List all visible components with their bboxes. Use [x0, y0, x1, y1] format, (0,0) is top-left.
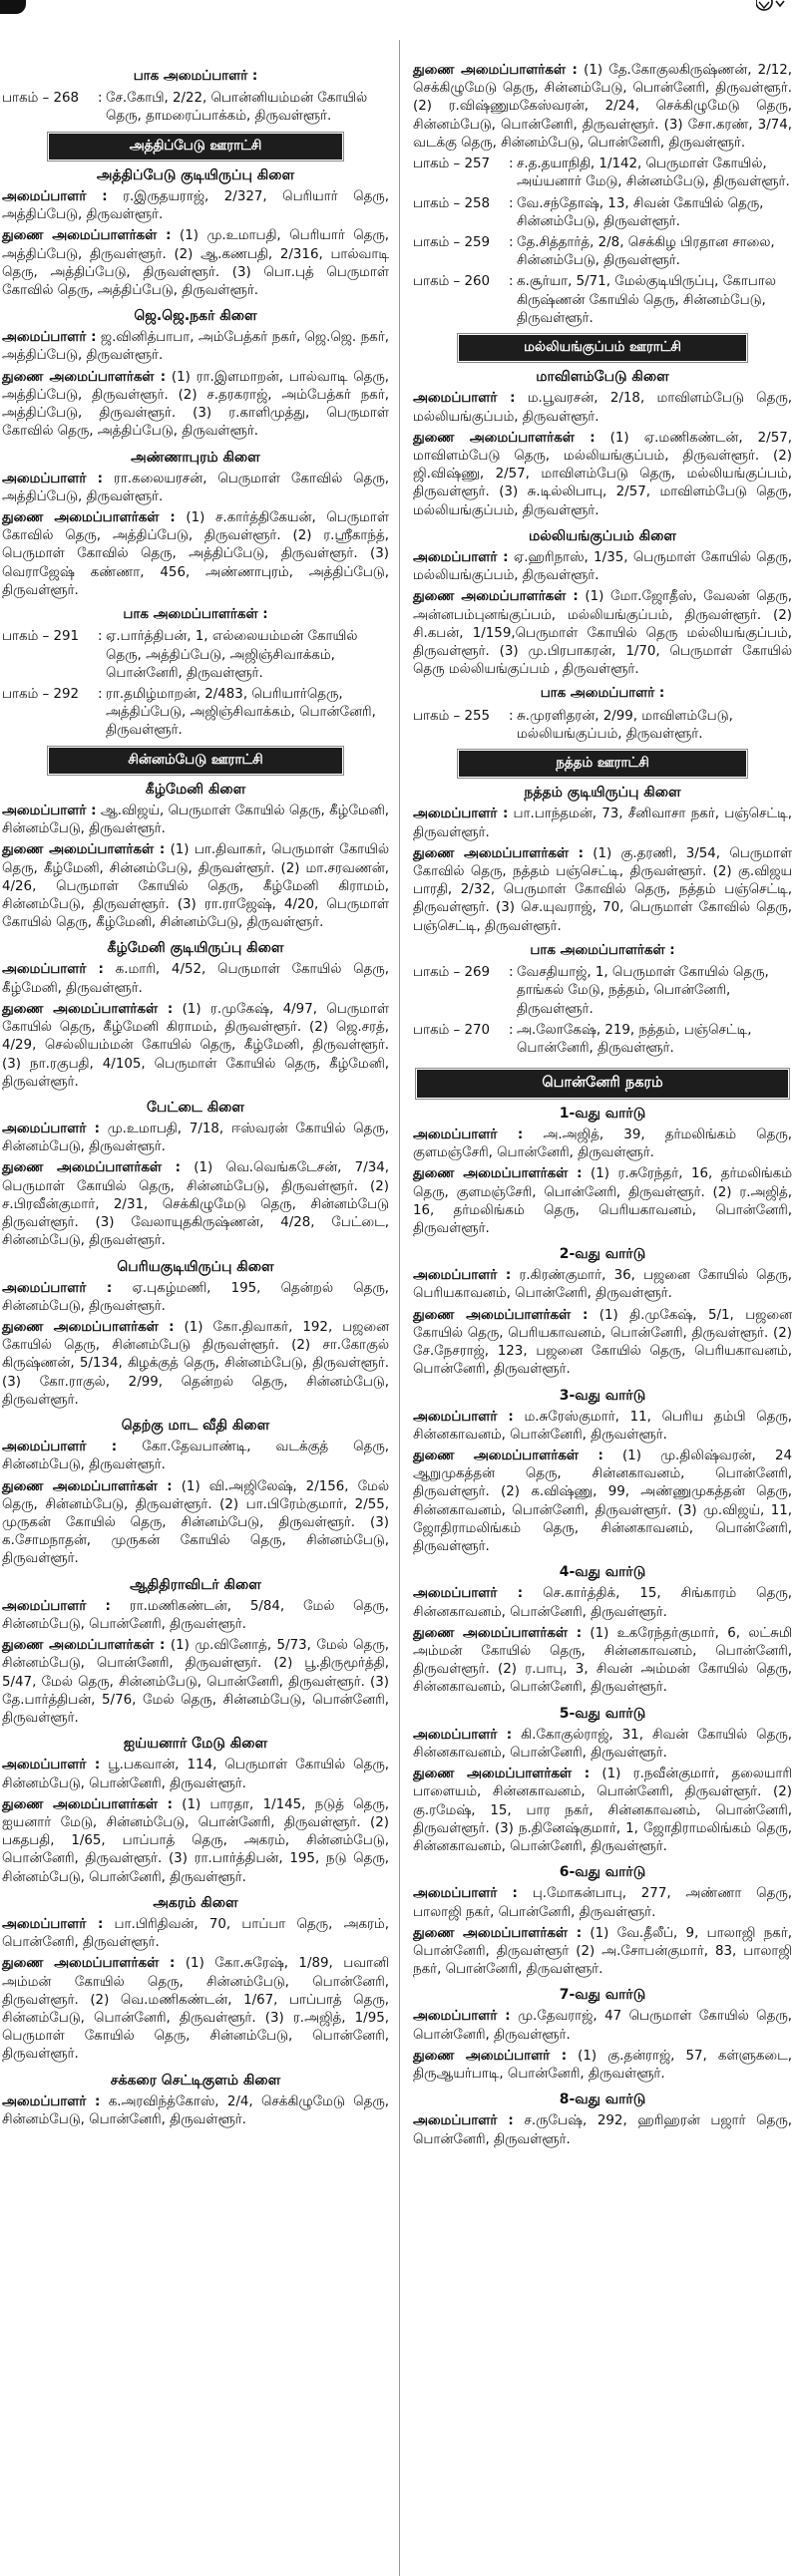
role-label: துணை அமைப்பாளர்கள் :: [2, 510, 176, 526]
member-paragraph: [413, 430, 792, 520]
member-paragraph: [2, 329, 389, 365]
masthead-logo-icon: [0, 0, 26, 14]
member-details: (1) ரா.இளமாறன், பால்வாடி தெரு, அத்திப்பேடு, திருவள்ளூர். (2) ச.தரகராஜ், அம்பேத்கர் நகர், அத்திப்பேடு, திருவள்ளூர். (3) ர.காளிமுத்து, பெருமாள் கோவில் தெரு, அத்திப்பேடு, திருவள்ளூர்.: [2, 369, 389, 440]
branch-heading: மாவிளம்பேடு கிளை: [536, 369, 669, 386]
booth-separator: :: [509, 274, 514, 290]
role-label: அமைப்பாளர் :: [413, 2009, 511, 2025]
role-label: துணை அமைப்பாளர்கள் :: [2, 228, 172, 244]
role-label: துணை அமைப்பாளர்கள் :: [413, 430, 596, 446]
booth-separator: :: [509, 195, 514, 211]
role-label: துணை அமைப்பாளர்கள் :: [413, 1307, 589, 1323]
role-label: அமைப்பாளர் :: [413, 549, 509, 565]
booth-entry: [413, 1022, 792, 1058]
role-label: அமைப்பாளர் :: [2, 188, 108, 204]
booth-separator: :: [509, 708, 514, 724]
role-label: துணை அமைப்பாளர்கள் :: [2, 1956, 176, 1972]
member-details: ம.சுரேஸ்குமார், 11, பெரிய தம்பி தெரு, சின்னகாவனம், பொன்னேரி, திருவள்ளூர்.: [413, 1409, 792, 1443]
branch-heading: 7-வது வார்டு: [559, 1987, 646, 2004]
member-details: (1) வி.அஜிலேஷ், 2/156, மேல் தெரு, சின்னம்பேடு, திருவள்ளூர். (2) பா.பிரேம்குமார், 2/55, முருகன் கோயில் தெரு, சின்னம்பேடு, திருவள்ளூர். (3) க.சோமநாதன், முருகன் கோயில் தெரு, சின்னம்பேடு, திருவள்ளூர்.: [2, 1478, 389, 1567]
member-paragraph: [2, 1121, 389, 1156]
role-label: அமைப்பாளர் :: [2, 471, 103, 486]
member-details: பா.பிரிதிவன், 70, பாப்பா தெரு, அகரம், பொன்னேரி, திருவள்ளூர்.: [2, 1916, 389, 1951]
role-label: துணை அமைப்பாளர்கள் :: [2, 1160, 182, 1176]
member-details: (1) தி.முகேஷ், 5/1, பஜனை கோயில் தெரு, பெரியகாவனம், பொன்னேரி, திருவள்ளூர். (2) சே.நேசராஜ், 123, பஜனை கோயில் தெரு, பெரியகாவனம், பொன்னேரி, திருவள்ளூர்.: [413, 1307, 792, 1378]
member-details: செ.கார்த்திக், 15, சிங்காரம் தெரு, சின்னகாவனம், பொன்னேரி, திருவள்ளூர்.: [413, 1586, 792, 1620]
branch-heading: 3-வது வார்டு: [559, 1387, 646, 1404]
member-details: கோ.தேவபாண்டி, வடக்குத் தெரு, சின்னம்பேடு, திருவள்ளூர்.: [2, 1440, 389, 1473]
member-paragraph: [413, 845, 792, 936]
member-paragraph: [413, 390, 792, 426]
member-details: க.அரவிந்த்கோஸ், 2/4, செக்கிழுமேடு தெரு, சின்னம்பேடு, பொன்னேரி, திருவள்ளூர்.: [2, 2093, 389, 2127]
role-label: அமைப்பாளர் :: [2, 2093, 101, 2109]
booth-number: பாகம் – 257: [413, 157, 491, 172]
role-label: அமைப்பாளர் :: [413, 1727, 513, 1743]
member-details: ஏ.ஹரிநாஸ், 1/35, பெருமாள் கோயில் தெரு, மல்லியங்குப்பம், திருவள்ளூர்.: [413, 549, 792, 584]
member-details: பா.பாந்தமன், 73, சீனிவாசா நகர், பஞ்செட்டி, திருவள்ளூர்.: [413, 806, 792, 840]
role-label: துணை அமைப்பாளர்கள் :: [2, 1478, 173, 1494]
role-label: துணை அமைப்பாளர்கள் :: [2, 1001, 174, 1017]
booth-details: ஏ.பார்த்திபன், 1, எல்லையம்மன் கோயில் தெரு, அத்திப்பேடு, அஜிஞ்சிவாக்கம், பொன்னேரி, திருவள்ளூர்.: [106, 629, 358, 681]
branch-heading: மல்லியங்குப்பம் கிளை: [528, 527, 677, 544]
booth-entry: [2, 628, 389, 683]
member-paragraph: [413, 2048, 792, 2084]
member-paragraph: [413, 1165, 792, 1238]
member-details: ஜ.வினித்பாபா, அம்பேத்கர் நகர், ஜெ.ஜெ. நகர், அத்திப்பேடு, திருவள்ளூர்.: [2, 330, 389, 364]
member-details: (1) தே.கோகுலகிருஷ்ணன், 2/12, செக்கிழுமேடு தெரு, சின்னம்பேடு, பொன்னேரி, திருவள்ளூர். (2) ர.விஷ்ணுமகேஸ்வரன், 2/24, செக்கிழுமேடு தெரு, சின்னம்பேடு, பொன்னேரி, திருவள்ளூர். (3) சோ.கரண், 3/74, வடக்கு தெரு, சின்னம்பேடு, பொன்னேரி, திருவள்ளூர்.: [413, 63, 793, 151]
booth-number: பாகம் – 268: [2, 91, 80, 107]
branch-heading: 4-வது வார்டு: [559, 1564, 646, 1581]
branch-heading: பேட்டை கிளை: [146, 1100, 245, 1116]
branch-heading: கீழ்மேனி குடியிருப்பு கிளை: [107, 940, 284, 957]
booth-number: பாகம் – 291: [2, 629, 80, 645]
booth-entry: [2, 90, 389, 126]
role-label: துணை அமைப்பாளர்கள் :: [413, 63, 578, 78]
branch-heading: 2-வது வார்டு: [559, 1246, 646, 1263]
branch-heading: 8-வது வார்டு: [559, 2092, 646, 2108]
member-paragraph: [413, 62, 792, 153]
role-label: அமைப்பாளர் :: [2, 1440, 118, 1455]
member-paragraph: [2, 1159, 389, 1250]
member-paragraph: [2, 1598, 389, 1634]
member-paragraph: [413, 1307, 792, 1380]
booth-number: பாகம் – 292: [2, 687, 80, 702]
role-label: அமைப்பாளர் :: [413, 806, 509, 822]
booth-details: சே.கோபி, 2/22, பொன்னியம்மன் கோயில் தெரு, தாமரைப்பாக்கம், திருவள்ளூர்.: [106, 91, 368, 125]
role-label: துணை அமைப்பாளர் :: [413, 2048, 568, 2064]
member-details: (1) வெ.வெங்கடேசன், 7/34, பெருமாள் கோயில் தெரு, சின்னம்பேடு, திருவள்ளூர். (2) ச.பிரவீன்குமார், 2/31, செக்கிழுமேடு தெரு, சின்னம்பேடு திருவள்ளூர். (3) வேலாயுதகிருஷ்ணன், 4/28, பேட்டை, சின்னம்பேடு, திருவள்ளூர்.: [2, 1160, 389, 1249]
role-label: துணை அமைப்பாளர்கள் :: [2, 369, 167, 385]
branch-heading: அகரம் கிளை: [153, 1894, 238, 1911]
member-paragraph: [2, 227, 389, 300]
member-paragraph: [2, 1001, 389, 1092]
section-heading: பாக அமைப்பாளர் :: [133, 69, 258, 84]
member-paragraph: [2, 188, 389, 224]
booth-entry: [413, 195, 792, 231]
member-paragraph: [413, 1727, 792, 1763]
member-paragraph: [413, 1127, 792, 1162]
role-label: அமைப்பாளர் :: [2, 962, 104, 978]
member-paragraph: [413, 1409, 792, 1445]
member-details: ர.இருதயராஜ், 2/327, பெரியார் தெரு, அத்திப்பேடு, திருவள்ளூர்.: [2, 188, 389, 223]
role-label: துணை அமைப்பாளர்கள் :: [2, 1638, 166, 1654]
member-paragraph: [2, 2093, 389, 2129]
role-label: அமைப்பாளர் :: [413, 1409, 514, 1425]
member-details: (1) கோ.திவாகர், 192, பஜனை கோயில் தெரு, சின்னம்பேடு திருவள்ளூர். (2) சா.கோகுல் கிருஷ்ணன், 5/134, கிழக்குத் தெரு, சின்னம்பேடு, திருவள்ளூர். (3) கோ.ராகுல், 2/99, தென்றல் தெரு, சின்னம்பேடு, திருவள்ளூர்.: [2, 1320, 389, 1408]
role-label: துணை அமைப்பாளர்கள் :: [2, 1796, 173, 1812]
member-paragraph: [2, 1916, 389, 1952]
member-details: (1) ர.நவீன்குமார், தலையாரி பாளையம், சின்னகாவனம், பொன்னேரி, திருவள்ளூர். (2) கு.ரமேஷ், 15, பார நகர், சின்னகாவனம், பொன்னேரி, திருவள்ளூர். (3) ந.தினேஷ்குமார், 1, ஜோதிராமலிங்கம் தெரு, சின்னகாவனம், பொன்னேரி, திருவள்ளூர்.: [413, 1767, 792, 1855]
role-label: அமைப்பாளர் :: [413, 2113, 514, 2129]
member-paragraph: [413, 588, 792, 679]
party-emblem-icon: [756, 0, 786, 13]
branch-heading: ஐய்யனார் மேடு கிளை: [123, 1736, 268, 1753]
booth-separator: :: [509, 965, 514, 981]
member-details: (1) மு.வினோத், 5/73, மேல் தெரு, சின்னம்பேடு, பொன்னேரி, திருவள்ளூர். (2) பூ.திருமூர்த்தி, 5/47, மேல் தெரு, சின்னம்பேடு, பொன்னேரி, திருவள்ளூர். (3) தே.பார்த்திபன், 5/76, மேல் தெரு, சின்னம்பேடு, பொன்னேரி, திருவள்ளூர்.: [2, 1638, 389, 1727]
role-label: துணை அமைப்பாளர்கள் :: [413, 1625, 583, 1641]
member-details: ம.பூவரசன், 2/18, மாவிளம்பேடு தெரு, மல்லியங்குப்பம், திருவள்ளூர்.: [413, 391, 792, 425]
member-paragraph: [2, 841, 389, 932]
branch-heading: ஜெ.ஜெ.நகர் கிளை: [134, 308, 257, 325]
role-label: அமைப்பாளர் :: [2, 1122, 100, 1137]
member-details: (1) வே.தீலீப், 9, பாலாஜி நகர், பொன்னேரி, திருவள்ளூர் (2) அ.சோபன்குமார், 83, பாலாஜி நகர், பொன்னேரி, திருவள்ளூர்.: [413, 1925, 793, 1978]
member-details: (1) பா.திவாகர், பெருமாள் கோயில் தெரு, கீழ்மேனி, சின்னம்பேடு, திருவள்ளூர். (2) மா.சரவணன், 4/26, பெருமாள் கோயில் தெரு, கீழ்மேனி கிராமம், சின்னம்பேடு, திருவள்ளூர். (3) ரா.ராஜேஷ், 4/20, பெருமாள் கோயில் தெரு, கீழ்மேனி, சின்னம்பேடு, திருவள்ளூர்.: [2, 842, 390, 931]
role-label: அமைப்பாளர் :: [413, 1268, 512, 1284]
member-details: பு.மோகன்பாபு, 277, அண்ணா தெரு, பாலாஜி நகர், பொன்னேரி, திருவள்ளூர்.: [413, 1886, 792, 1920]
member-paragraph: [2, 1757, 389, 1792]
booth-number: பாகம் – 255: [413, 708, 491, 724]
member-details: (1) ஏ.மணிகண்டன், 2/57, மாவிளம்பேடு தெரு, மல்லியங்குப்பம், திருவள்ளூர். (2) ஜி.விஷ்ணு, 2/57, மாவிளம்பேடு தெரு, மல்லியங்குப்பம், திருவள்ளூர். (3) சு.டில்லிபாபு, 2/57, மாவிளம்பேடு தெரு, மல்லியங்குப்பம், திருவள்ளூர்.: [413, 430, 792, 518]
section-heading: பாக அமைப்பாளர் :: [540, 686, 665, 702]
member-paragraph: [2, 1637, 389, 1728]
top-strip: [0, 0, 798, 14]
booth-separator: :: [98, 91, 103, 107]
section-banner: நத்தம் ஊராட்சி: [459, 751, 747, 777]
member-details: ரா.மணிகண்டன், 5/84, மேல் தெரு, சின்னம்பேடு, பொன்னேரி, திருவள்ளூர்.: [2, 1598, 389, 1632]
booth-entry: [413, 156, 792, 191]
member-paragraph: [2, 1955, 389, 2064]
booth-separator: :: [509, 157, 514, 172]
booth-entry: [2, 686, 389, 741]
branch-heading: ஆதிதிராவிடர் கிளை: [130, 1576, 261, 1593]
member-paragraph: [413, 2008, 792, 2044]
booth-number: பாகம் – 270: [413, 1022, 491, 1038]
role-label: அமைப்பாளர் :: [2, 330, 97, 346]
member-paragraph: [2, 471, 389, 506]
member-details: பூ.பகவான், 114, பெருமாள் கோயில் தெரு, சின்னம்பேடு, பொன்னேரி, திருவள்ளூர்.: [2, 1758, 389, 1791]
role-label: அமைப்பாளர் :: [413, 391, 516, 407]
booth-number: பாகம் – 259: [413, 234, 491, 250]
role-label: துணை அமைப்பாளர்கள் :: [413, 1449, 603, 1464]
branch-heading: அத்திப்பேடு குடியிருப்பு கிளை: [96, 166, 295, 183]
member-details: (1) ர.முகேஷ், 4/97, பெருமாள் கோயில் தெரு, கீழ்மேனி கிராமம், திருவள்ளூர். (2) ஜெ.சரத், 4/29, செல்லியம்மன் கோயில் தெரு, கீழ்மேனி, திருவள்ளூர். (3) நா.ரகுபதி, 4/105, பெருமாள் கோயில் தெரு, கீழ்மேனி, திருவள்ளூர்.: [2, 1001, 389, 1090]
booth-details: தே.சித்தார்த், 2/8, செக்கிழ பிரதான சாலை, சின்னம்பேடு, திருவள்ளூர்.: [517, 234, 775, 269]
member-details: (1) பாரதா, 1/145, நடுத் தெரு, ஐயனார் மேடு, சின்னம்பேடு, பொன்னேரி, திருவள்ளூர். (2) பகதபதி, 1/65, பாப்பாத் தெரு, அகரம், சின்னம்பேடு, பொன்னேரி, திருவள்ளூர். (3) ரா.பார்த்திபன், 195, நடு தெரு, சின்னம்பேடு, பொன்னேரி, திருவள்ளூர்.: [2, 1796, 389, 1885]
member-details: ர.கிரண்குமார், 36, பஜனை கோயில் தெரு, பெரியகாவனம், பொன்னேரி, திருவள்ளூர்.: [413, 1268, 792, 1302]
booth-details: வே.சந்தோஷ், 13, சிவன் கோயில் தெரு, சின்னம்பேடு, திருவள்ளூர்.: [517, 195, 764, 229]
branch-heading: 6-வது வார்டு: [559, 1864, 646, 1881]
booth-number: பாகம் – 269: [413, 965, 491, 981]
section-banner: அத்திப்பேடு ஊராட்சி: [49, 134, 343, 160]
role-label: துணை அமைப்பாளர்கள் :: [2, 842, 166, 858]
booth-number: பாகம் – 260: [413, 274, 491, 290]
role-label: துணை அமைப்பாளர்கள் :: [2, 1320, 175, 1336]
member-paragraph: [413, 1625, 792, 1698]
right-column: [403, 62, 798, 2152]
member-paragraph: [2, 1478, 389, 1569]
column-divider: [399, 40, 400, 2576]
booth-details: ரா.தமிழ்மாறன், 2/483, பெரியார்தெரு, அத்திப்பேடு, அஜிஞ்சிவாக்கம், பொன்னேரி, திருவள்ளூர்.: [106, 687, 376, 739]
booth-entry: [413, 708, 792, 744]
role-label: அமைப்பாளர் :: [2, 1598, 111, 1614]
branch-heading: கீழ்மேனி கிளை: [145, 781, 246, 798]
booth-details: க.சூர்யா, 5/71, மேல்குடியிருப்பு, கோபால கிருஷ்ணன் கோயில் தெரு, சின்னம்பேடு, திருவள்ளூர்.: [517, 274, 776, 326]
branch-heading: சக்கரை செட்டிகுளம் கிளை: [110, 2072, 281, 2089]
role-label: அமைப்பாளர் :: [2, 1758, 101, 1773]
branch-heading: 1-வது வார்டு: [559, 1105, 646, 1122]
member-details: அ.அஜித், 39, தர்மலிங்கம் தெரு, குளமஞ்சேரி, பொன்னேரி, திருவள்ளூர்.: [413, 1127, 792, 1161]
role-label: துணை அமைப்பாளர்கள் :: [413, 1166, 583, 1182]
section-banner: சின்னம்பேடு ஊராட்சி: [49, 748, 343, 774]
member-paragraph: [2, 1280, 389, 1316]
member-details: (1) கு.தரணி, 3/54, பெருமாள் கோவில் தெரு, நத்தம் பஞ்செட்டி, திருவள்ளூர். (2) கு.விஜய பாரதி, 2/32, பெருமாள் கோவில் தெரு, நத்தம் பஞ்செட்டி, திருவள்ளூர். (3) செ.யுவராஜ், 70, பெருமாள் கோவில் தெரு, பஞ்செட்டி, திருவள்ளூர்.: [413, 845, 792, 934]
member-paragraph: [2, 803, 389, 838]
member-details: ஏ.புகழ்மணி, 195, தென்றல் தெரு, சின்னம்பேடு, திருவள்ளூர்.: [2, 1280, 389, 1314]
role-label: துணை அமைப்பாளர்கள் :: [413, 1925, 583, 1941]
branch-heading: பெரியகுடியிருப்பு கிளை: [117, 1258, 274, 1275]
booth-entry: [413, 273, 792, 328]
member-details: மு.தேவராஜ், 47 பெருமாள் கோயில் தெரு, பொன்னேரி, திருவள்ளூர்.: [413, 2009, 792, 2043]
booth-details: அ.லோகேஷ், 219, நத்தம், பஞ்செட்டி, பொன்னேரி, திருவள்ளூர்.: [517, 1022, 752, 1056]
member-details: (1) உகரேந்தர்குமார், 6, லட்சுமி அம்மன் கோயில் தெரு, சின்னகாவனம், பொன்னேரி, திருவள்ளூர். (2) ர.பாபு, 3, சிவன் அம்மன் கோயில் தெரு, சின்னகாவனம், பொன்னேரி, திருவள்ளூர்.: [413, 1625, 792, 1696]
booth-separator: :: [509, 1022, 514, 1038]
role-label: துணை அமைப்பாளர்கள் :: [413, 1767, 591, 1782]
booth-details: சு.முரளிதரன், 2/99, மாவிளம்பேடு, மல்லியங்குப்பம், திருவள்ளூர்.: [517, 708, 733, 742]
member-paragraph: [413, 1885, 792, 1921]
left-column: [0, 62, 395, 2132]
branch-heading: நத்தம் குடியிருப்பு கிளை: [524, 785, 681, 802]
member-details: (1) ச.கார்த்திகேயன், பெருமாள் கோவில் தெரு, அத்திப்பேடு, திருவள்ளூர். (2) ர.ஸ்ரீகாந்த், பெருமாள் கோவில் தெரு, அத்திப்பேடு, திருவள்ளூர். (3) வெராஜேஷ் கண்ணா, 456, அண்ணாபுரம், அத்திப்பேடு, திருவள்ளூர்.: [2, 510, 389, 598]
member-details: (1) கோ.சுரேஷ், 1/89, பவானி அம்மன் கோயில் தெரு, சின்னம்பேடு, பொன்னேரி, திருவள்ளூர். (2) வெ.மணிகண்டன், 1/67, பாப்பாத் தெரு, சின்னம்பேடு, பொன்னேரி, திருவள்ளூர். (3) ர.அஜித், 1/95, பெருமாள் கோயில் தெரு, சின்னம்பேடு, பொன்னேரி, திருவள்ளூர்.: [2, 1956, 389, 2063]
booth-separator: :: [509, 234, 514, 250]
branch-heading: 5-வது வார்டு: [559, 1705, 646, 1722]
member-paragraph: [413, 1766, 792, 1856]
member-paragraph: [2, 1796, 389, 1887]
booth-number: பாகம் – 258: [413, 195, 491, 211]
booth-entry: [413, 234, 792, 270]
member-details: (1) மு.திலிஷ்வரன், 24 ஆறுமுகத்தன் தெரு, சின்னகாவனம், பொன்னேரி, திருவள்ளூர். (2) க.விஷ்ணு, 99, அண்ணுமுகத்தன் தெரு, சின்னகாவனம், பொன்னேரி, திருவள்ளூர். (3) மு.விஜய், 11, ஜோதிராமலிங்கம் தெரு, சின்னகாவனம், பொன்னேரி, திருவள்ளூர்.: [413, 1449, 792, 1555]
role-label: துணை அமைப்பாளர்கள் :: [413, 589, 579, 605]
member-paragraph: [413, 805, 792, 841]
booth-details: ச.த.தயாநிதி, 1/142, பெருமாள் கோயில், அய்யனார் மேடு, சின்னம்பேடு, திருவள்ளூர்.: [517, 157, 790, 190]
role-label: துணை அமைப்பாளர்கள் :: [413, 845, 585, 861]
member-paragraph: [2, 509, 389, 600]
member-paragraph: [413, 1448, 792, 1556]
member-paragraph: [2, 1439, 389, 1474]
member-paragraph: [2, 1319, 389, 1410]
member-details: ரா.கலையரசன், பெருமாள் கோவில் தெரு, அத்திப்பேடு, திருவள்ளூர்.: [2, 471, 389, 504]
role-label: அமைப்பாளர் :: [2, 803, 97, 818]
member-details: (1) மு.உமாபதி, பெரியார் தெரு, அத்திப்பேடு, திருவள்ளூர். (2) ஆ.கணபதி, 2/316, பால்வாடி தெரு, அத்திப்பேடு, திருவள்ளூர். (3) பொ.புத் பெருமாள் கோவில் தெரு, அத்திப்பேடு, திருவள்ளூர்.: [2, 228, 390, 298]
member-paragraph: [413, 549, 792, 585]
member-details: (1) ர.சுரேந்தர், 16, தர்மலிங்கம் தெரு, குளமஞ்சேரி, பொன்னேரி, திருவள்ளூர். (2) ர.அஜித், 16, தர்மலிங்கம் தெரு, பெரியகாவனம், பொன்னேரி, திருவள்ளூர்.: [413, 1166, 792, 1236]
section-heading: பாக அமைப்பாளர்கள் :: [123, 607, 268, 623]
role-label: அமைப்பாளர் :: [2, 1916, 104, 1932]
member-paragraph: [413, 2112, 792, 2148]
branch-heading: அண்ணாபுரம் கிளை: [131, 449, 260, 466]
section-banner: மல்லியங்குப்பம் ஊராட்சி: [459, 335, 747, 361]
member-details: க.மாரி, 4/52, பெருமாள் கோயில் தெரு, கீழ்மேனி, திருவள்ளூர்.: [2, 962, 389, 996]
member-details: ஆ.விஜய், பெருமாள் கோயில் தெரு, கீழ்மேனி, சின்னம்பேடு, திருவள்ளூர்.: [2, 803, 389, 837]
member-paragraph: [413, 1267, 792, 1303]
booth-separator: :: [98, 687, 103, 702]
role-label: அமைப்பாளர் :: [413, 1886, 518, 1902]
member-details: கி.கோகுல்ராஜ், 31, சிவன் கோயில் தெரு, சின்னகாவனம், பொன்னேரி, திருவள்ளூர்.: [413, 1727, 792, 1761]
member-paragraph: [2, 961, 389, 997]
role-label: அமைப்பாளர் :: [413, 1127, 524, 1142]
member-details: ச.ருபேஷ், 292, ஹரிஹரன் பஜார் தெரு, பொன்னேரி, திருவள்ளூர்.: [413, 2113, 792, 2147]
booth-entry: [413, 964, 792, 1019]
section-heading: பாக அமைப்பாளர்கள் :: [530, 942, 675, 958]
member-details: மு.உமாபதி, 7/18, ஈஸ்வரன் கோயில் தெரு, சின்னம்பேடு, திருவள்ளூர்.: [2, 1122, 389, 1155]
member-details: (1) கு.தன்ராஜ், 57, கள்ளுகடை, திருஆயர்பாடி, பொன்னேரி, திருவள்ளூர்.: [413, 2048, 792, 2083]
section-banner: பொன்னேரி நகரம்: [417, 1070, 788, 1098]
member-paragraph: [413, 1585, 792, 1621]
branch-heading: தெற்கு மாட வீதி கிளை: [121, 1418, 270, 1435]
member-paragraph: [413, 1925, 792, 1980]
role-label: அமைப்பாளர் :: [2, 1280, 113, 1296]
role-label: அமைப்பாளர் :: [413, 1586, 524, 1602]
booth-separator: :: [98, 629, 103, 645]
member-paragraph: [2, 369, 389, 442]
member-details: (1) மோ.ஜோதீஸ், வேலன் தெரு, அன்னபம்புனங்குப்பம், மல்லியங்குப்பம், திருவள்ளூர். (2) சி.கபன், 1/159,பெருமாள் கோயில் தெரு மல்லியங்குப்பம், திருவள்ளூர். (3) மு.பிரபாகரன், 1/70, பெருமாள் கோயில் தெரு மல்லியங்குப்பம் , திருவள்ளூர்.: [413, 589, 793, 678]
booth-details: வேசதியாஜ், 1, பெருமாள் கோயில் தெரு, தாங்கல் மேடு, நத்தம், பொன்னேரி, திருவள்ளூர்.: [517, 965, 769, 1017]
